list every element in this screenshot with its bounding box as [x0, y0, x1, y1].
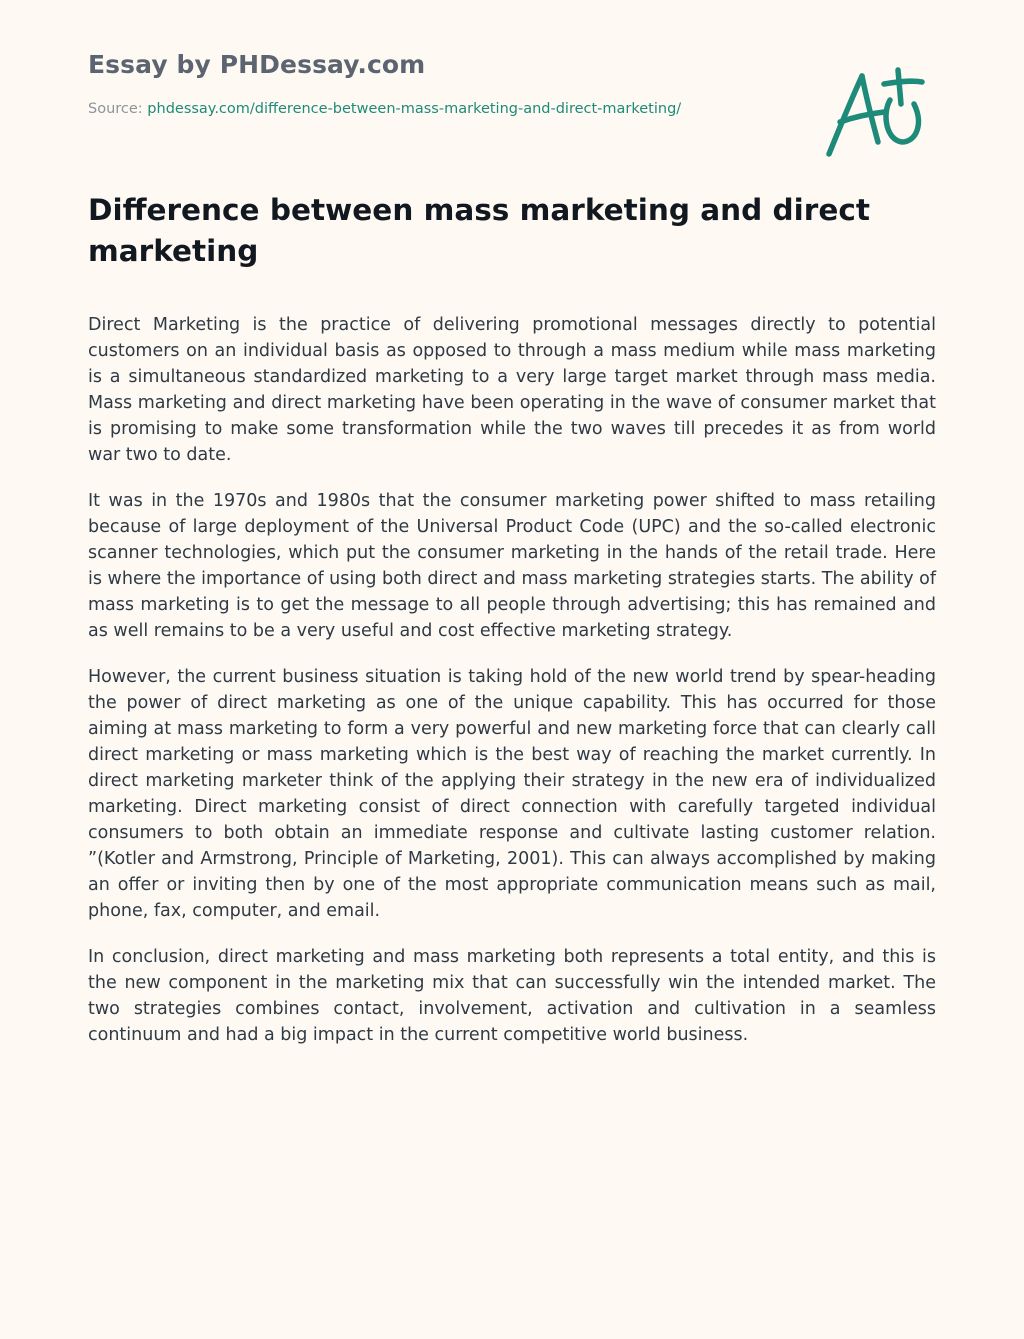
essay-paragraph: In conclusion, direct marketing and mass marketing both represents a total entity, and this is the new component in the marketing mix that can successfully win the intended market. The two strategies combines contact, involvement, activation and cultivation in a seamless continuum and had a big impact in the current competitive world business.: [88, 947, 936, 1045]
essay-paragraph: However, the current business situation is taking hold of the new world trend by spear-heading the power of direct marketing as one of the unique capability. This has occurred for those aiming at mass marketing to form a very powerful and new marketing force that can clearly call direct marketing or mass marketing which is the best way of reaching the market currently. In direct marketing marketer think of the applying their strategy in the new era of individualized marketing. Direct marketing consist of direct connection with carefully targeted individual consumers to both obtain an immediate response and cultivate lasting customer relation. ”(Kotler and Armstrong, Principle of Marketing, 2001). This can always accomplished by making an offer or inviting then by one of the most appropriate communication means such as mail, phone, fax, computer, and email.: [88, 667, 936, 921]
source-label: Source:: [88, 101, 148, 117]
source-link[interactable]: phdessay.com/difference-between-mass-marketing-and-direct-marketing/: [147, 101, 682, 117]
a-plus-logo-icon: [818, 62, 930, 162]
essay-paragraph: Direct Marketing is the practice of delivering promotional messages directly to potential customers on an individual basis as opposed to through a mass medium while mass marketing is a simultaneous standardized marketing to a very large target market through mass media. Mass marketing and direct marketing have been operating in the wave of consumer market that is promising to make some transformation while the two waves till precedes it as from world war two to date.: [88, 315, 936, 465]
essay-body: [88, 312, 936, 1068]
site-brand: Essay by PHDessay.com: [88, 50, 426, 79]
source-line: [88, 101, 681, 117]
essay-paragraph: It was in the 1970s and 1980s that the consumer marketing power shifted to mass retailing because of large deployment of the Universal Product Code (UPC) and the so-called electronic scanner technologies, which put the consumer marketing in the hands of the retail trade. Here is where the importance of using both direct and mass marketing strategies starts. The ability of mass marketing is to get the message to all people through advertising; this has remained and as well remains to be a very useful and cost effective marketing strategy.: [88, 491, 936, 641]
essay-title: Difference between mass marketing and direct marketing: [88, 193, 870, 268]
